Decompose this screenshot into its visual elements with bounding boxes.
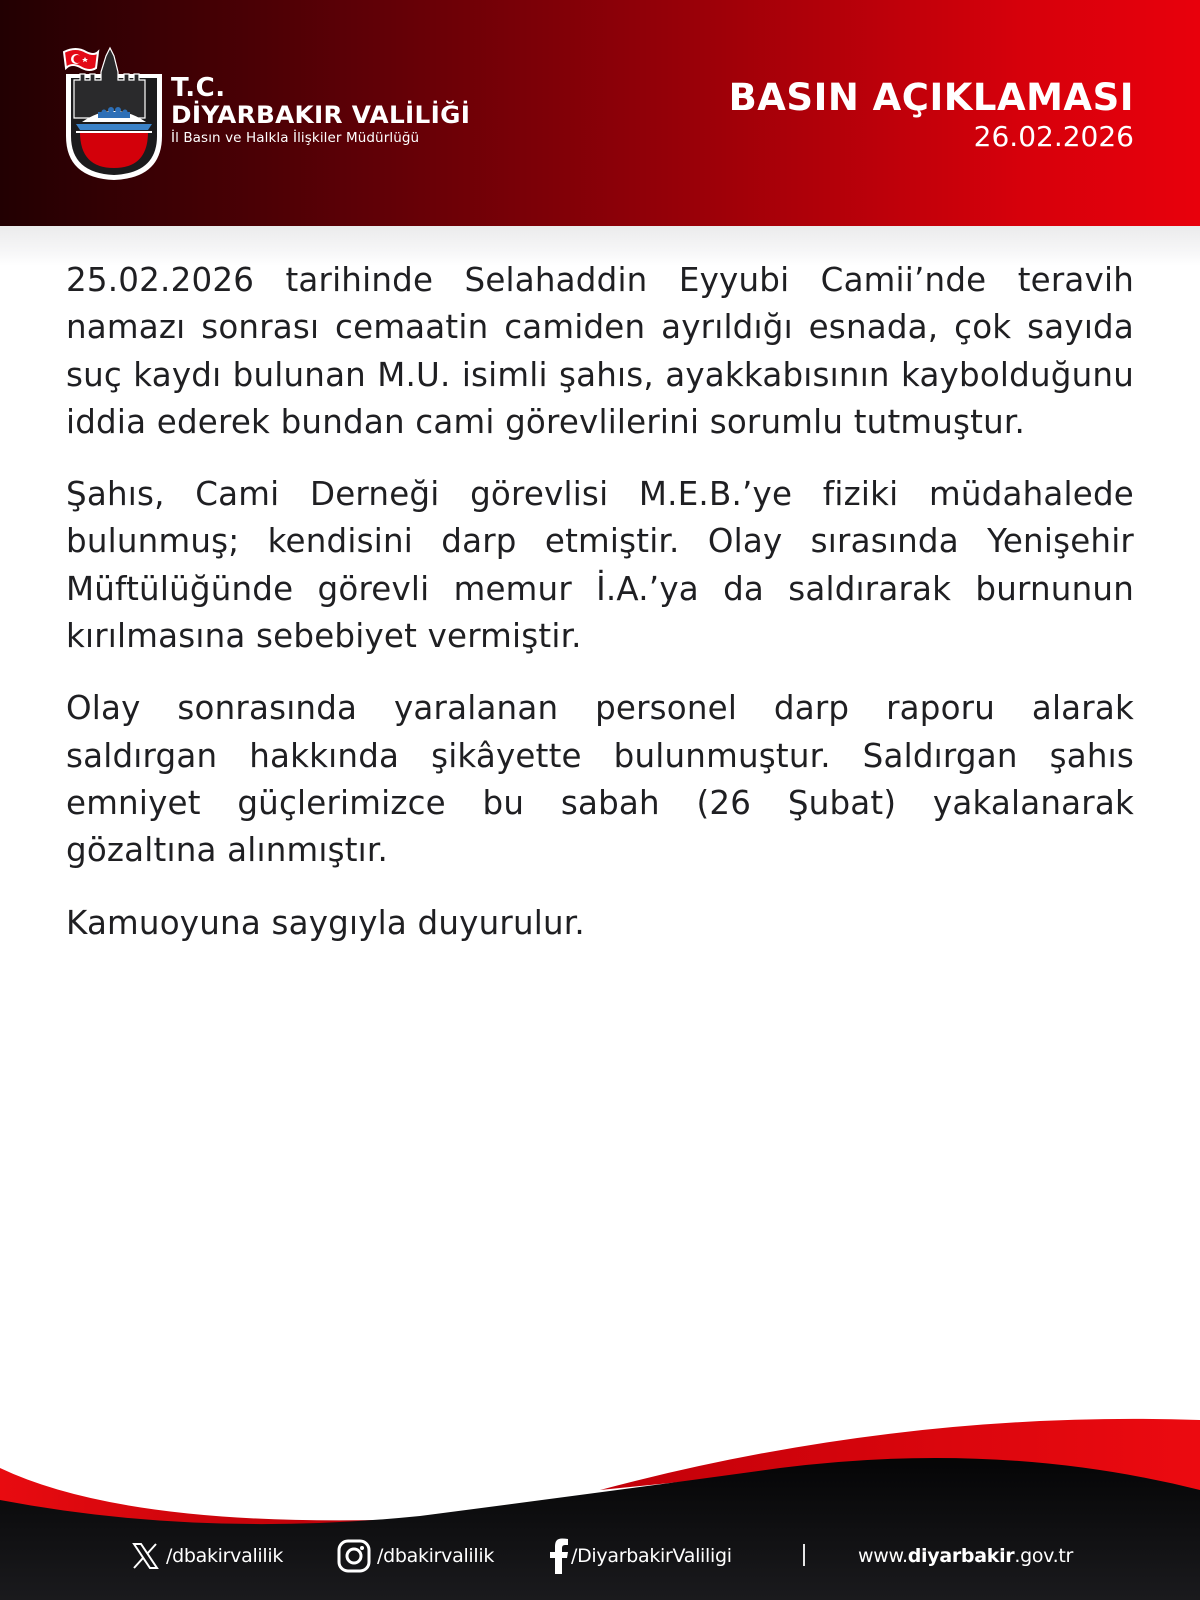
page-title: BASIN AÇIKLAMASI xyxy=(728,76,1134,119)
press-release-body xyxy=(66,257,1134,972)
instagram-icon xyxy=(337,1539,371,1573)
footer-divider xyxy=(803,1544,805,1566)
instagram-handle: /dbakirvalilik xyxy=(377,1545,495,1567)
website-prefix: www. xyxy=(858,1545,908,1567)
logo-department: İl Basın ve Halkla İlişkiler Müdürlüğü xyxy=(171,130,420,146)
paragraph-closing: Kamuoyuna saygıyla duyurulur. xyxy=(66,903,585,942)
social-x[interactable] xyxy=(130,1536,283,1576)
facebook-icon xyxy=(549,1538,569,1574)
release-date: 26.02.2026 xyxy=(973,120,1134,153)
logo-tc: T.C. xyxy=(171,73,226,103)
logo-text xyxy=(171,73,471,146)
footer-social-row xyxy=(0,1536,1200,1576)
social-facebook[interactable] xyxy=(549,1536,732,1576)
header-banner xyxy=(0,0,1200,226)
title-block xyxy=(729,76,1134,153)
social-instagram[interactable] xyxy=(337,1536,494,1576)
logo-institution-name: DİYARBAKIR VALİLİĞİ xyxy=(171,101,471,129)
x-handle: /dbakirvalilik xyxy=(166,1545,284,1567)
x-twitter-icon xyxy=(130,1541,160,1571)
diyarbakir-valiligi-emblem-icon xyxy=(60,44,168,184)
paragraph-3: Olay sonrasında yaralanan personel darp raporu alarak saldırgan hakkında şikâyette bulunmuştur. Saldırgan şahıs emniyet güçlerimizce bu sabah (26 Şubat) yakalanarak gözaltına alınmıştır. xyxy=(66,689,1134,870)
paragraph-1: 25.02.2026 tarihinde Selahaddin Eyyubi Camii’nde teravih namazı sonrası cemaatin camiden ayrıldığı esnada, çok sayıda suç kaydı bulunan M.U. isimli şahıs, ayakkabısının kaybolduğunu iddia ederek bundan cami görevlilerini sorumlu tutmuştur. xyxy=(66,261,1134,441)
website-suffix: .gov.tr xyxy=(1014,1545,1074,1567)
website-domain: diyarbakir xyxy=(907,1545,1015,1567)
facebook-handle: /DiyarbakirValiligi xyxy=(571,1545,732,1567)
website-link[interactable] xyxy=(858,1536,1073,1576)
paragraph-2: Şahıs, Cami Derneği görevlisi M.E.B.’ye fiziki müdahalede bulunmuş; kendisini darp etmiştir. Olay sırasında Yenişehir Müftülüğünde görevli memur İ.A.’ya da saldırarak burnunun kırılmasına sebebiyet vermiştir. xyxy=(66,475,1134,656)
